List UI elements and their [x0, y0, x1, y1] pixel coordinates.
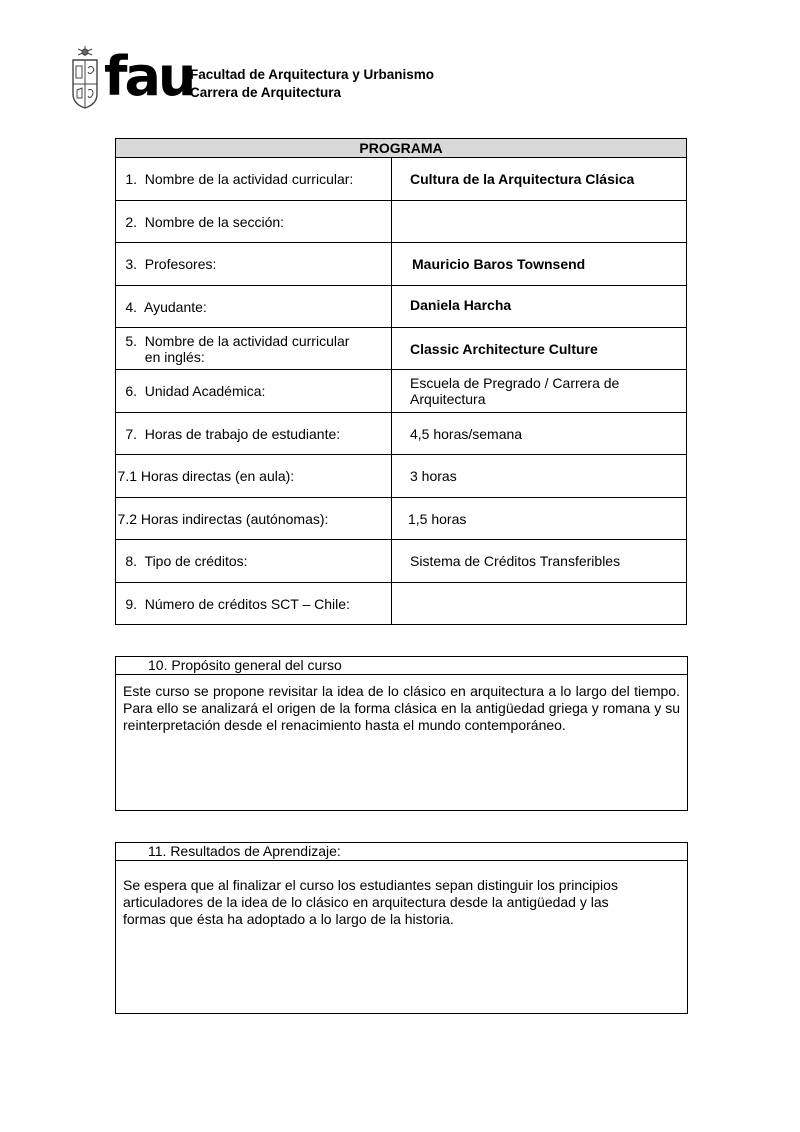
table-row: [116, 455, 687, 498]
resultados-line: articuladores de la idea de lo clásico en arquitectura desde la antigüedad y las: [123, 894, 609, 910]
row-label: 4. Ayudante:: [116, 286, 392, 328]
programa-table: [115, 138, 687, 625]
table-row: [116, 583, 687, 625]
row-label: 1. Nombre de la actividad curricular:: [116, 158, 392, 201]
row-label: 7.2 Horas indirectas (autónomas):: [116, 498, 392, 540]
row-label: 9. Número de créditos SCT – Chile:: [116, 583, 392, 625]
table-row: [116, 328, 687, 370]
proposito-box: [115, 656, 688, 811]
resultados-text: [116, 861, 687, 928]
faculty-name: Facultad de Arquitectura y Urbanismo: [190, 67, 435, 82]
resultados-title: 11. Resultados de Aprendizaje:: [116, 843, 687, 861]
row-value: Cultura de la Arquitectura Clásica: [392, 158, 687, 201]
table-row: [116, 201, 687, 243]
fau-logo: fau: [104, 45, 194, 108]
table-row: [116, 370, 687, 413]
row-label: 2. Nombre de la sección:: [116, 201, 392, 243]
page-header: [68, 44, 468, 114]
row-value: Classic Architecture Culture: [392, 328, 687, 370]
row-value: Daniela Harcha: [392, 286, 687, 328]
row-value: 1,5 horas: [392, 498, 687, 540]
row-value: Mauricio Baros Townsend: [392, 243, 687, 286]
row-value: 4,5 horas/semana: [392, 413, 687, 455]
resultados-box: [115, 842, 688, 1014]
row-label: 6. Unidad Académica:: [116, 370, 392, 413]
proposito-title: 10. Propósito general del curso: [116, 657, 687, 675]
row-value: 3 horas: [392, 455, 687, 498]
row-value: Escuela de Pregrado / Carrera de Arquitectura: [392, 370, 687, 413]
programa-title: PROGRAMA: [116, 139, 687, 158]
row-value: Sistema de Créditos Transferibles: [392, 540, 687, 583]
row-value: [392, 583, 687, 625]
table-row: [116, 413, 687, 455]
university-crest-icon: [68, 44, 102, 112]
row-label: 3. Profesores:: [116, 243, 392, 286]
table-row: [116, 243, 687, 286]
row-label: 7. Horas de trabajo de estudiante:: [116, 413, 392, 455]
table-row: [116, 286, 687, 328]
row-label: 7.1 Horas directas (en aula):: [116, 455, 392, 498]
table-row: [116, 158, 687, 201]
row-label: 5. Nombre de la actividad curricular en inglés:: [116, 328, 392, 370]
proposito-text: Este curso se propone revisitar la idea de lo clásico en arquitectura a lo largo del tiempo. Para ello se analizará el origen de la forma clásica en la antigüedad griega y romana y su reinterpretación desde el renacimiento hasta el mundo contemporáneo.: [123, 683, 680, 733]
career-name: Carrera de Arquitectura: [190, 85, 342, 100]
table-row: [116, 540, 687, 583]
resultados-line: formas que ésta ha adoptado a lo largo de la historia.: [123, 911, 454, 927]
table-row: [116, 498, 687, 540]
resultados-line: Se espera que al finalizar el curso los estudiantes sepan distinguir los principios: [123, 877, 618, 893]
header-text: [190, 66, 434, 102]
row-label: 8. Tipo de créditos:: [116, 540, 392, 583]
row-value: [392, 201, 687, 243]
